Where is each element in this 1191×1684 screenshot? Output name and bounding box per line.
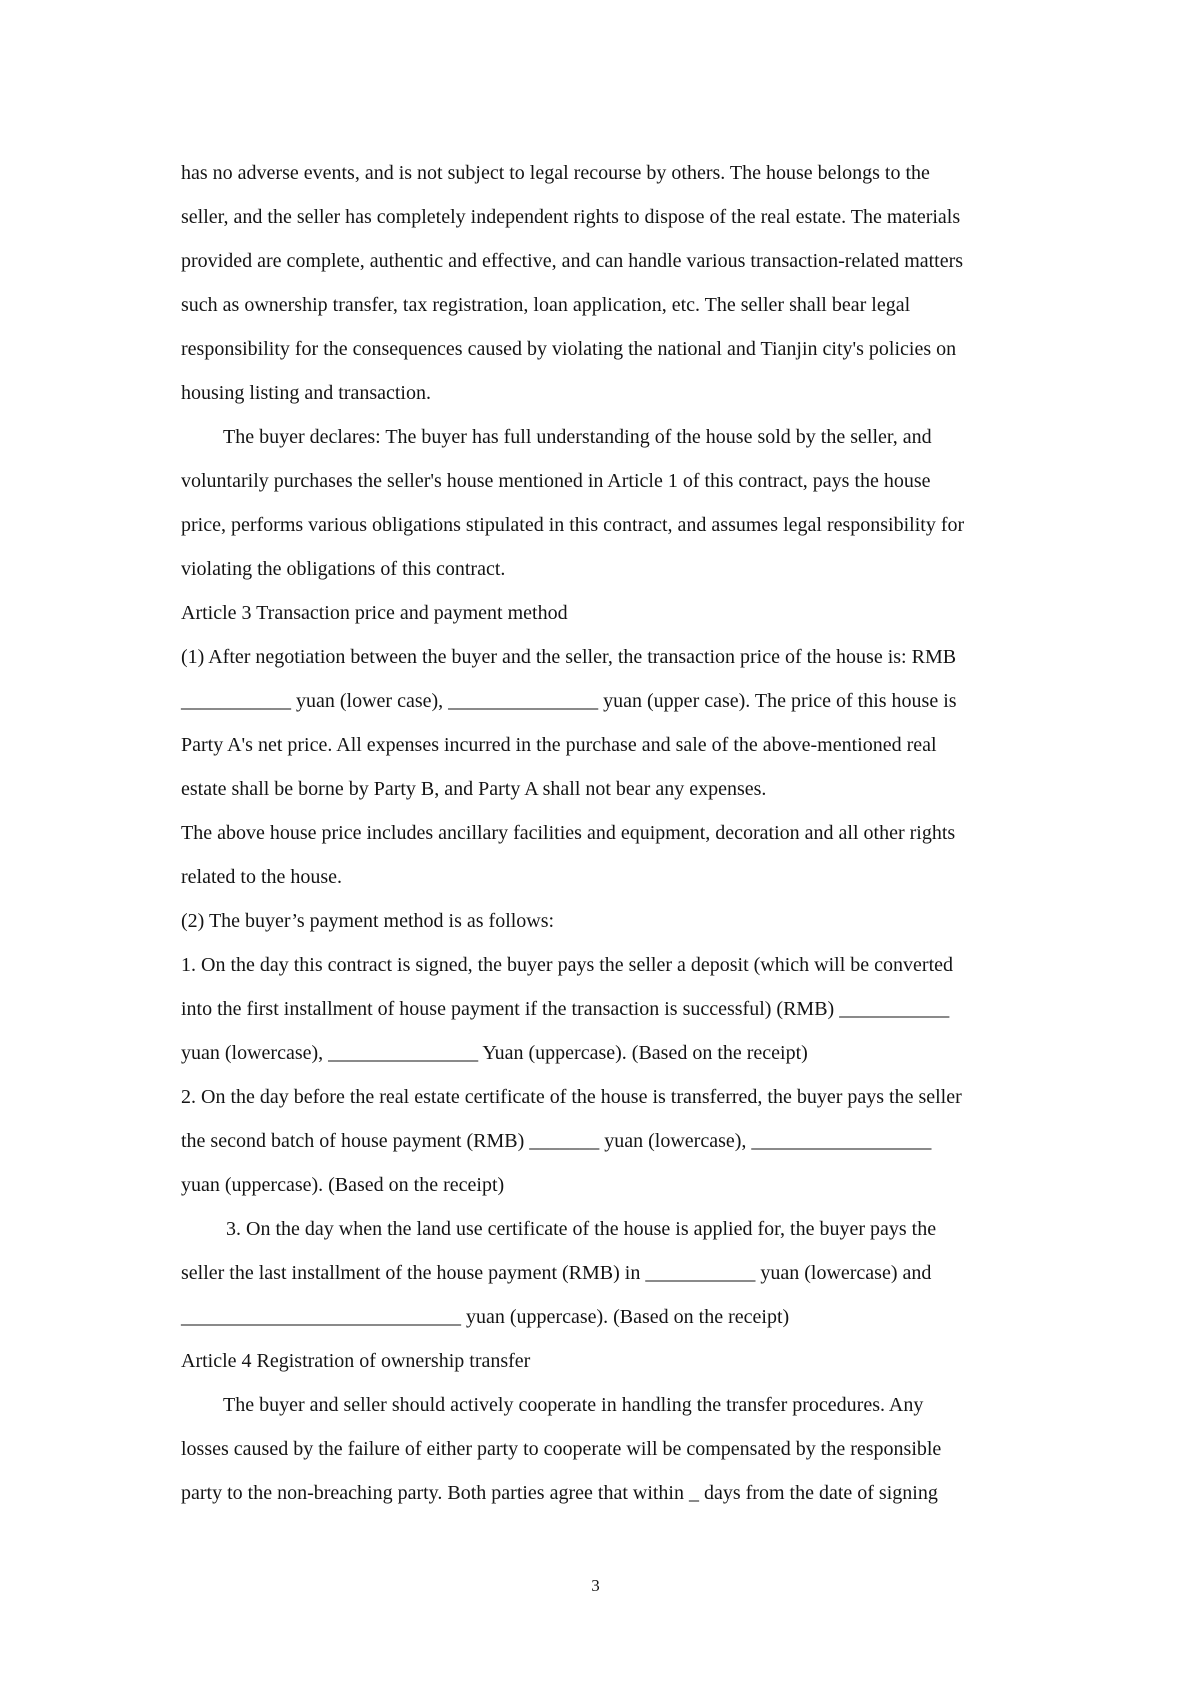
body-text-line: violating the obligations of this contract. bbox=[181, 558, 506, 580]
body-text-line: (1) After negotiation between the buyer and the seller, the transaction price of the house is: RMB bbox=[181, 646, 957, 668]
body-text-line: has no adverse events, and is not subject to legal recourse by others. The house belongs to the bbox=[181, 162, 930, 184]
body-text-line: 3. On the day when the land use certificate of the house is applied for, the buyer pays the bbox=[226, 1218, 937, 1240]
body-text-line: provided are complete, authentic and effective, and can handle various transaction-related matters bbox=[181, 250, 964, 272]
body-text-line: the second batch of house payment (RMB) _______ yuan (lowercase), __________________ bbox=[181, 1130, 932, 1152]
body-text-line: responsibility for the consequences caused by violating the national and Tianjin city's policies on bbox=[181, 338, 957, 360]
body-text-line: into the first installment of house payment if the transaction is successful) (RMB) ___________ bbox=[181, 998, 950, 1020]
body-text-line: housing listing and transaction. bbox=[181, 382, 431, 404]
body-text-line: seller, and the seller has completely independent rights to dispose of the real estate. The materials bbox=[181, 206, 961, 228]
body-text-line: The buyer and seller should actively cooperate in handling the transfer procedures. Any bbox=[223, 1394, 924, 1416]
body-text-line: 2. On the day before the real estate certificate of the house is transferred, the buyer pays the seller bbox=[181, 1086, 962, 1108]
body-text-line: Party A's net price. All expenses incurred in the purchase and sale of the above-mentioned real bbox=[181, 734, 937, 756]
body-text-line: price, performs various obligations stipulated in this contract, and assumes legal responsibility for bbox=[181, 514, 965, 536]
body-text-line: 1. On the day this contract is signed, the buyer pays the seller a deposit (which will be converted bbox=[181, 954, 954, 976]
body-text-line: estate shall be borne by Party B, and Party A shall not bear any expenses. bbox=[181, 778, 767, 800]
page-number: 3 bbox=[591, 1576, 600, 1595]
body-text-line: yuan (lowercase), _______________ Yuan (uppercase). (Based on the receipt) bbox=[181, 1042, 808, 1064]
body-text-line: ___________ yuan (lower case), _______________ yuan (upper case). The price of this house is bbox=[181, 690, 957, 712]
body-text-line: (2) The buyer’s payment method is as follows: bbox=[181, 910, 555, 932]
article-heading: Article 3 Transaction price and payment method bbox=[181, 602, 568, 624]
body-text-line: voluntarily purchases the seller's house mentioned in Article 1 of this contract, pays the house bbox=[181, 470, 931, 492]
body-text-line: related to the house. bbox=[181, 866, 343, 888]
body-text-line: losses caused by the failure of either party to cooperate will be compensated by the responsible bbox=[181, 1438, 942, 1460]
body-text-line: such as ownership transfer, tax registration, loan application, etc. The seller shall bear legal bbox=[181, 294, 911, 316]
body-text-line: ____________________________ yuan (uppercase). (Based on the receipt) bbox=[181, 1306, 790, 1328]
article-heading: Article 4 Registration of ownership transfer bbox=[181, 1350, 531, 1372]
body-text-line: yuan (uppercase). (Based on the receipt) bbox=[181, 1174, 505, 1196]
body-text-line: party to the non-breaching party. Both parties agree that within _ days from the date of signing bbox=[181, 1482, 938, 1504]
body-text-line: seller the last installment of the house payment (RMB) in ___________ yuan (lowercase) and bbox=[181, 1262, 932, 1284]
body-text-line: The above house price includes ancillary facilities and equipment, decoration and all other rights bbox=[181, 822, 956, 844]
body-text-line: The buyer declares: The buyer has full understanding of the house sold by the seller, and bbox=[223, 426, 932, 448]
